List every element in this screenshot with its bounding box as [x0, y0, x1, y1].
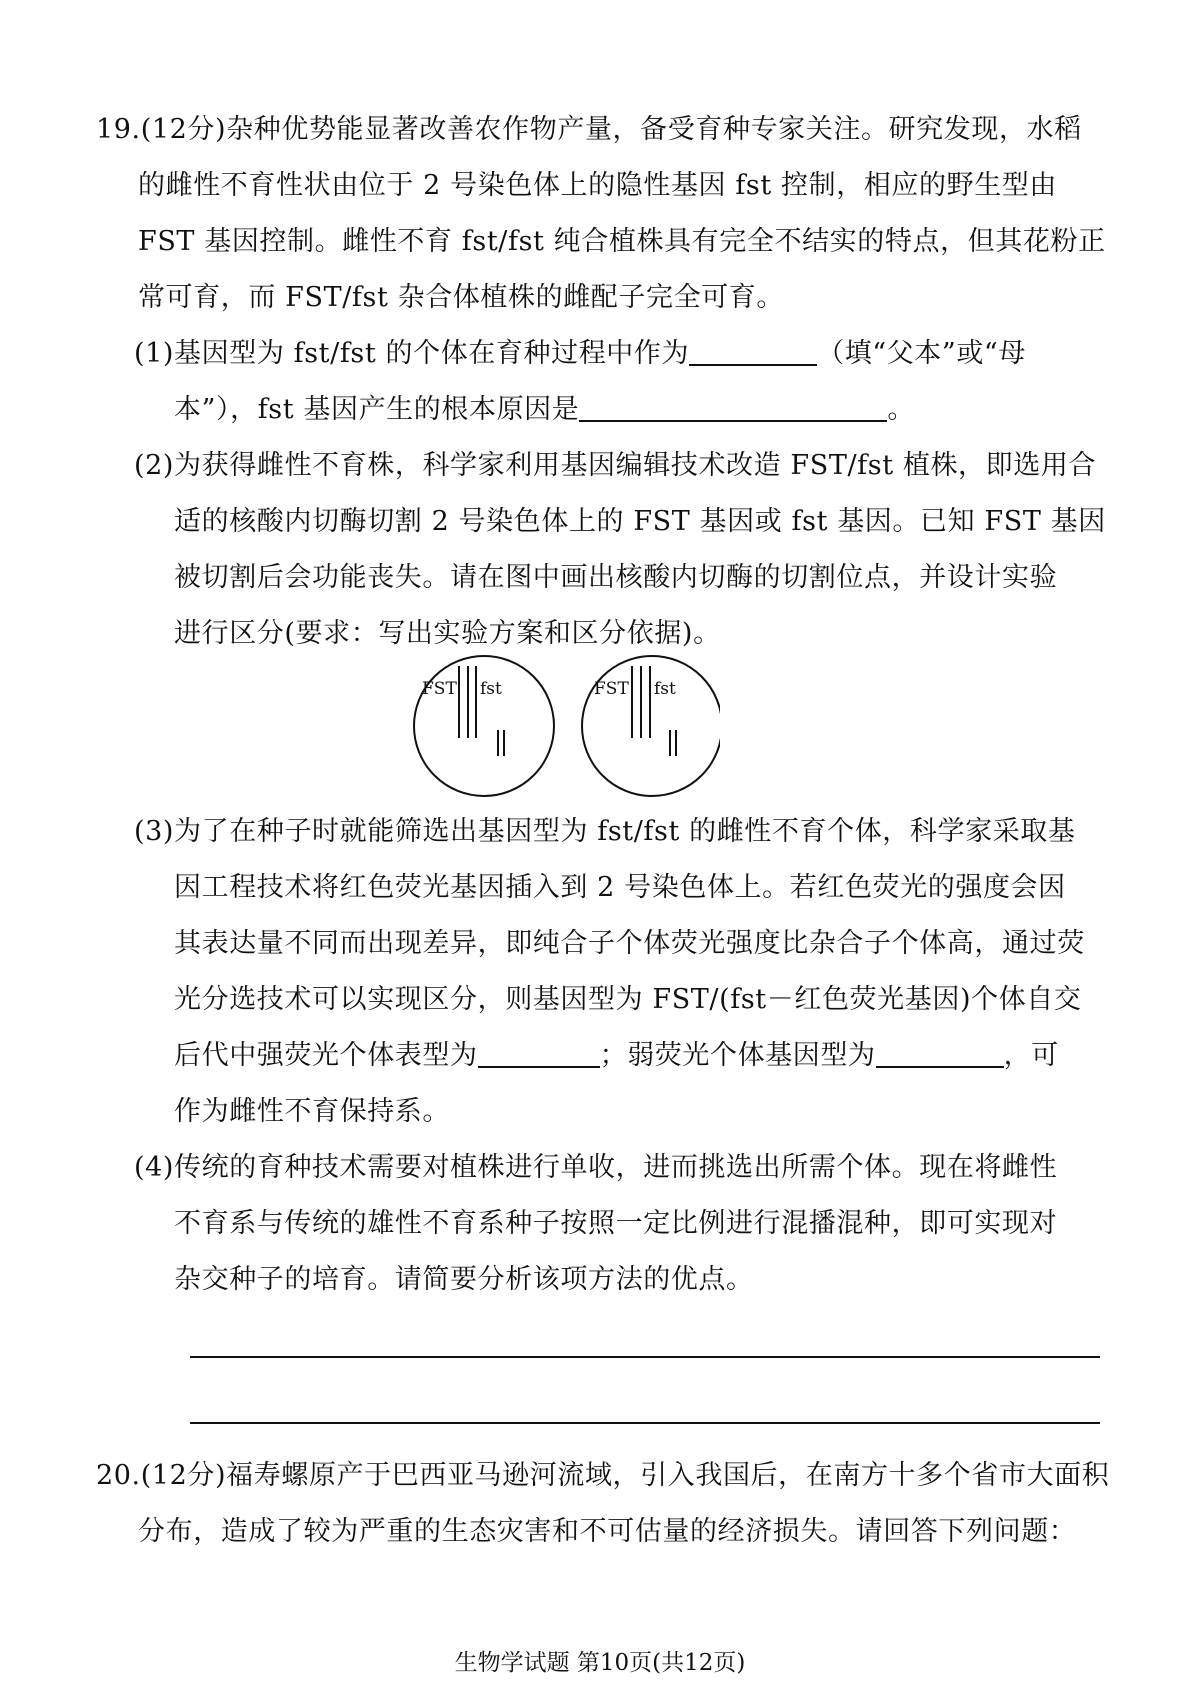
right-cell[interactable]	[582, 656, 720, 796]
q19-stem-line-4: 常可育，而 FST/fst 杂合体植株的雌配子完全可育。	[138, 282, 784, 313]
answer-line-1[interactable]	[190, 1356, 1100, 1358]
q19-part3-line-6: 作为雌性不育保持系。	[174, 1096, 450, 1127]
q19-part2-line-1: (2)为获得雌性不育株，科学家利用基因编辑技术改造 FST/fst 植株，即选用合	[134, 450, 1097, 481]
q19-stem-line-2: 的雌性不育性状由位于 2 号染色体上的隐性基因 fst 控制，相应的野生型由	[138, 170, 1058, 201]
q19-part3-line-2: 因工程技术将红色荧光基因插入到 2 号染色体上。若红色荧光的强度会因	[174, 872, 1066, 903]
q19-part3-text-b: ；弱荧光个体基因型为	[599, 1040, 876, 1071]
q20-stem-line-2: 分布，造成了较为严重的生态灾害和不可估量的经济损失。请回答下列问题：	[138, 1516, 1077, 1547]
q19-part2-line-4: 进行区分(要求：写出实验方案和区分依据)。	[174, 618, 721, 649]
q19-part3-line-5	[174, 1038, 1059, 1074]
left-cell-label-fst-lower: fst	[480, 679, 502, 699]
q19-part1-text-a: (1)基因型为 fst/fst 的个体在育种过程中作为	[134, 338, 690, 369]
q19-part4-line-1: (4)传统的育种技术需要对植株进行单收，进而挑选出所需个体。现在将雌性	[134, 1152, 1058, 1183]
answer-blank-parent[interactable]	[689, 338, 817, 366]
q19-part1-text-d: 。	[887, 394, 915, 425]
q19-part3-text-c: ，可	[1003, 1040, 1059, 1071]
page-footer: 生物学试题 第10页(共12页)	[454, 1650, 746, 1676]
left-cell-label-fst-upper: FST	[422, 679, 457, 699]
right-cell-label-fst-lower: fst	[654, 679, 676, 699]
q20-stem-line-1: 20.(12分)福寿螺原产于巴西亚马逊河流域，引入我国后，在南方十多个省市大面积	[96, 1460, 1110, 1491]
q19-part3-text-a: 后代中强荧光个体表型为	[174, 1040, 478, 1071]
q19-part3-line-3: 其表达量不同而出现差异，即纯合子个体荧光强度比杂合子个体高，通过荧	[174, 928, 1085, 959]
q19-stem-line-3: FST 基因控制。雌性不育 fst/fst 纯合植株具有完全不结实的特点，但其花粉正	[138, 226, 1106, 257]
q19-part3-line-4: 光分选技术可以实现区分，则基因型为 FST/(fst－红色荧光基因)个体自交	[174, 984, 1082, 1015]
chromosome-cells-figure[interactable]	[410, 652, 720, 804]
q19-part2-line-3: 被切割后会功能丧失。请在图中画出核酸内切酶的切割位点，并设计实验	[174, 562, 1058, 593]
answer-blank-genotype[interactable]	[876, 1040, 1004, 1068]
q19-part2-line-2: 适的核酸内切酶切割 2 号染色体上的 FST 基因或 fst 基因。已知 FST 基因	[174, 506, 1106, 537]
q19-part1-text-c: 本”），fst 基因产生的根本原因是	[174, 394, 580, 425]
q19-stem-line-1: 19.(12分)杂种优势能显著改善农作物产量，备受育种专家关注。研究发现，水稻	[96, 114, 1082, 145]
q19-part4-line-2: 不育系与传统的雄性不育系种子按照一定比例进行混播混种，即可实现对	[174, 1208, 1058, 1239]
answer-blank-phenotype[interactable]	[478, 1040, 600, 1068]
answer-line-2[interactable]	[190, 1422, 1100, 1424]
q19-part4-line-3: 杂交种子的培育。请简要分析该项方法的优点。	[174, 1264, 754, 1295]
answer-blank-cause[interactable]	[579, 394, 887, 422]
left-cell[interactable]	[414, 656, 554, 796]
q19-part3-line-1: (3)为了在种子时就能筛选出基因型为 fst/fst 的雌性不育个体，科学家采取基	[134, 816, 1076, 847]
q19-part1-text-b: （填“父本”或“母	[817, 338, 1026, 369]
right-cell-label-fst-upper: FST	[594, 679, 629, 699]
q19-part1-line-1	[134, 336, 1026, 372]
q19-part1-line-2	[174, 392, 915, 428]
